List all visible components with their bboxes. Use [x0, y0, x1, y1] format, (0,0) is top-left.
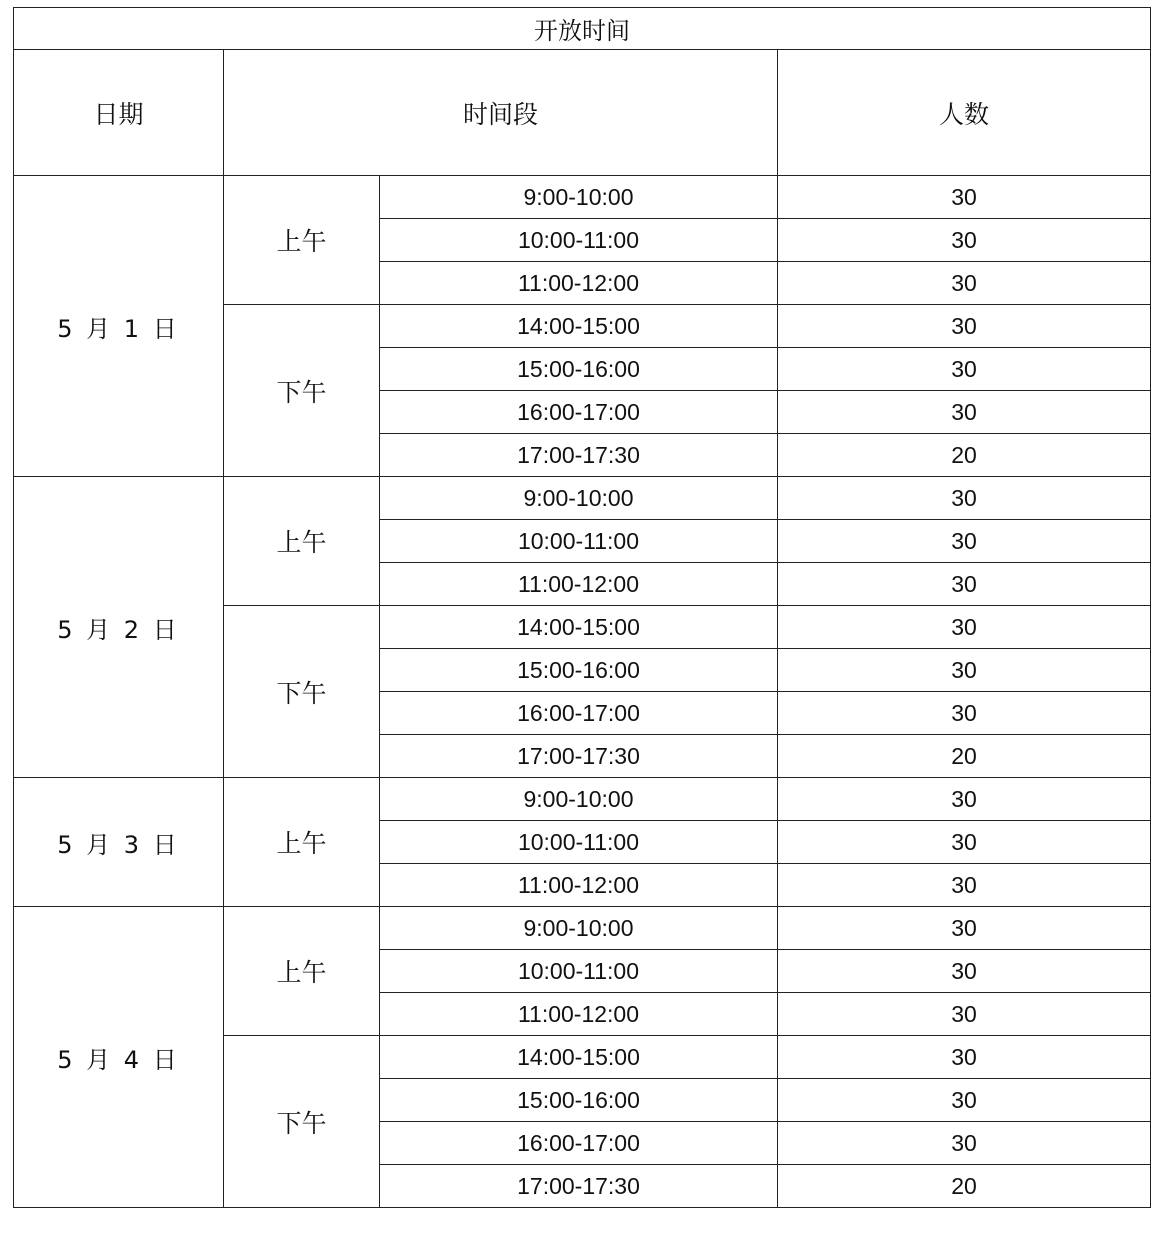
time-slot-cell: 11:00-12:00 [380, 262, 778, 305]
header-date: 日期 [14, 50, 224, 176]
time-slot-cell: 16:00-17:00 [380, 1122, 778, 1165]
count-cell: 30 [778, 864, 1151, 907]
header-time-slot: 时间段 [224, 50, 778, 176]
time-slot-cell: 15:00-16:00 [380, 1079, 778, 1122]
date-cell: 5 月 4 日 [14, 907, 224, 1208]
period-cell: 下午 [224, 1036, 380, 1208]
time-slot-cell: 17:00-17:30 [380, 1165, 778, 1208]
time-slot-cell: 9:00-10:00 [380, 778, 778, 821]
count-cell: 20 [778, 735, 1151, 778]
time-slot-cell: 16:00-17:00 [380, 391, 778, 434]
header-count: 人数 [778, 50, 1151, 176]
count-cell: 30 [778, 778, 1151, 821]
time-slot-cell: 14:00-15:00 [380, 606, 778, 649]
schedule-table-container [13, 7, 1150, 1208]
opening-hours-table [13, 7, 1151, 1208]
table-row [14, 907, 1151, 950]
time-slot-cell: 10:00-11:00 [380, 950, 778, 993]
period-cell: 上午 [224, 778, 380, 907]
header-row [14, 50, 1151, 176]
count-cell: 30 [778, 563, 1151, 606]
time-slot-cell: 9:00-10:00 [380, 477, 778, 520]
table-row [14, 477, 1151, 520]
time-slot-cell: 14:00-15:00 [380, 1036, 778, 1079]
count-cell: 30 [778, 219, 1151, 262]
count-cell: 30 [778, 950, 1151, 993]
time-slot-cell: 11:00-12:00 [380, 864, 778, 907]
period-cell: 下午 [224, 305, 380, 477]
count-cell: 30 [778, 391, 1151, 434]
count-cell: 30 [778, 262, 1151, 305]
period-cell: 下午 [224, 606, 380, 778]
count-cell: 30 [778, 520, 1151, 563]
count-cell: 30 [778, 477, 1151, 520]
count-cell: 30 [778, 1122, 1151, 1165]
count-cell: 30 [778, 1036, 1151, 1079]
time-slot-cell: 11:00-12:00 [380, 993, 778, 1036]
time-slot-cell: 15:00-16:00 [380, 348, 778, 391]
time-slot-cell: 16:00-17:00 [380, 692, 778, 735]
count-cell: 30 [778, 606, 1151, 649]
date-cell: 5 月 1 日 [14, 176, 224, 477]
count-cell: 30 [778, 993, 1151, 1036]
count-cell: 30 [778, 348, 1151, 391]
count-cell: 30 [778, 907, 1151, 950]
count-cell: 30 [778, 821, 1151, 864]
date-cell: 5 月 2 日 [14, 477, 224, 778]
count-cell: 20 [778, 434, 1151, 477]
table-title: 开放时间 [14, 8, 1151, 50]
table-row [14, 778, 1151, 821]
count-cell: 30 [778, 1079, 1151, 1122]
table-row [14, 176, 1151, 219]
period-cell: 上午 [224, 907, 380, 1036]
date-cell: 5 月 3 日 [14, 778, 224, 907]
time-slot-cell: 11:00-12:00 [380, 563, 778, 606]
count-cell: 20 [778, 1165, 1151, 1208]
time-slot-cell: 15:00-16:00 [380, 649, 778, 692]
period-cell: 上午 [224, 176, 380, 305]
time-slot-cell: 9:00-10:00 [380, 176, 778, 219]
count-cell: 30 [778, 305, 1151, 348]
time-slot-cell: 17:00-17:30 [380, 735, 778, 778]
period-cell: 上午 [224, 477, 380, 606]
time-slot-cell: 17:00-17:30 [380, 434, 778, 477]
count-cell: 30 [778, 649, 1151, 692]
count-cell: 30 [778, 692, 1151, 735]
title-row [14, 8, 1151, 50]
time-slot-cell: 10:00-11:00 [380, 821, 778, 864]
time-slot-cell: 10:00-11:00 [380, 520, 778, 563]
time-slot-cell: 14:00-15:00 [380, 305, 778, 348]
time-slot-cell: 9:00-10:00 [380, 907, 778, 950]
time-slot-cell: 10:00-11:00 [380, 219, 778, 262]
count-cell: 30 [778, 176, 1151, 219]
table-body [14, 8, 1151, 1208]
